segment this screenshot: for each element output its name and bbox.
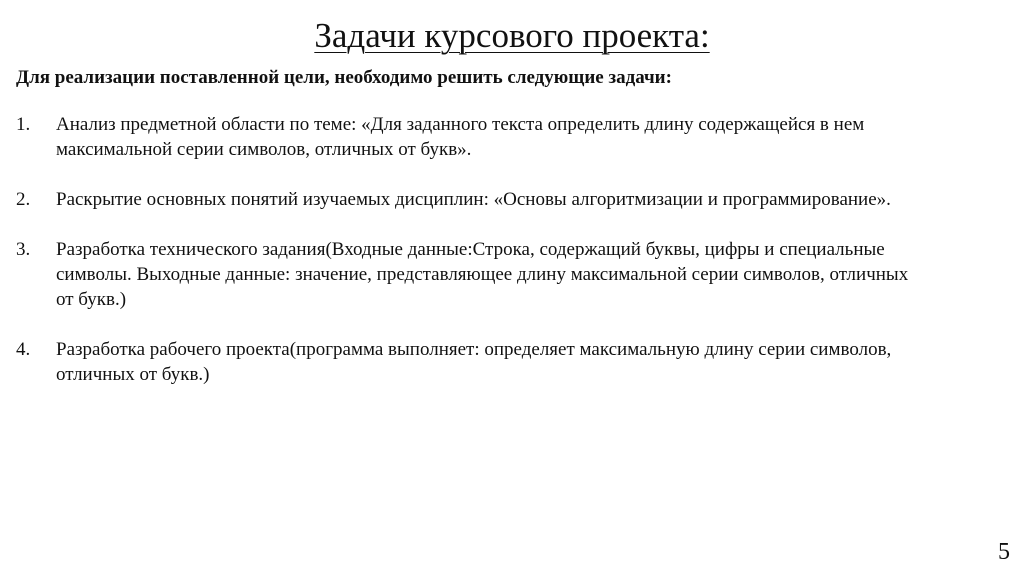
page-number: 5 bbox=[998, 539, 1010, 565]
intro-text: Для реализации поставленной цели, необходимо решить следующие задачи: bbox=[16, 67, 672, 88]
task-item-4 bbox=[16, 337, 916, 387]
task-number: 3. bbox=[16, 239, 31, 260]
slide-title: Задачи курсового проекта: bbox=[314, 16, 710, 55]
task-text: Разработка рабочего проекта(программа выполняет: определяет максимальную длину серии символов, отличных от букв.) bbox=[56, 339, 892, 385]
task-number: 2. bbox=[16, 189, 31, 210]
task-item-3 bbox=[16, 237, 916, 312]
task-number: 4. bbox=[16, 339, 31, 360]
task-item-2 bbox=[16, 187, 916, 212]
task-item-1 bbox=[16, 112, 916, 162]
task-text: Раскрытие основных понятий изучаемых дисциплин: «Основы алгоритмизации и программирование». bbox=[56, 189, 891, 210]
task-text: Разработка технического задания(Входные данные:Строка, содержащий буквы, цифры и специальные символы. Выходные данные: значение, представляющее длину максимальной серии символов, отличных от букв.) bbox=[56, 239, 909, 310]
task-text: Анализ предметной области по теме: «Для заданного текста определить длину содержащейся в нем максимальной серии символов, отличных от букв». bbox=[56, 114, 865, 160]
task-number: 1. bbox=[16, 114, 31, 135]
task-list bbox=[16, 112, 916, 412]
